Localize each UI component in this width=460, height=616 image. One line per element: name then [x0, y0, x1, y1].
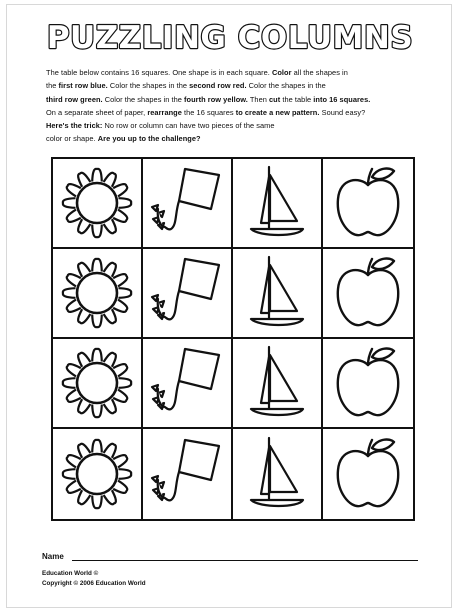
apple-icon — [330, 165, 406, 241]
puzzle-table — [51, 157, 415, 521]
table-cell-r3-c2 — [143, 339, 233, 429]
sun-icon — [59, 255, 135, 331]
apple-icon — [330, 345, 406, 421]
sun-icon — [59, 165, 135, 241]
title-text: PUZZLING COLUMNS — [46, 20, 414, 56]
kite-icon — [149, 345, 225, 421]
table-cell-r3-c4 — [323, 339, 413, 429]
instructions-line-5: Here's the trick: No row or column can have two pieces of the same — [46, 121, 275, 131]
sun-icon — [59, 436, 135, 512]
sailboat-icon — [239, 165, 315, 241]
table-cell-r4-c4 — [323, 429, 413, 519]
sailboat-icon — [239, 436, 315, 512]
instructions-line-3: third row green. Color the shapes in the fourth row yellow. Then cut the table into 16 squares. — [46, 94, 371, 104]
table-cell-r2-c3 — [233, 249, 323, 339]
kite-icon — [149, 255, 225, 331]
footer-credit: Education World © — [42, 570, 99, 577]
table-cell-r4-c2 — [143, 429, 233, 519]
sailboat-icon — [239, 345, 315, 421]
instructions-line-1: The table below contains 16 squares. One shape is in each square. Color all the shapes in — [46, 68, 348, 77]
table-cell-r1-c1 — [53, 159, 143, 249]
name-label: Name — [42, 552, 64, 561]
instructions-line-6: color or shape. Are you up to the challenge? — [46, 134, 201, 144]
table-cell-r3-c3 — [233, 339, 323, 429]
sun-icon — [59, 345, 135, 421]
table-cell-r4-c3 — [233, 429, 323, 519]
sailboat-icon — [239, 255, 315, 331]
footer-copyright: Copyright © 2006 Education World — [42, 580, 146, 587]
instructions — [46, 66, 414, 146]
table-cell-r2-c4 — [323, 249, 413, 339]
kite-icon — [149, 436, 225, 512]
apple-icon — [330, 436, 406, 512]
name-line[interactable] — [72, 551, 418, 561]
instructions-line-4: On a separate sheet of paper, rearrange the 16 squares to create a new pattern. Sound easy? — [46, 107, 366, 117]
table-cell-r3-c1 — [53, 339, 143, 429]
kite-icon — [149, 165, 225, 241]
table-cell-r2-c1 — [53, 249, 143, 339]
table-cell-r1-c3 — [233, 159, 323, 249]
footer — [42, 569, 146, 589]
page-title — [30, 16, 430, 60]
table-cell-r1-c4 — [323, 159, 413, 249]
instructions-line-2: the first row blue. Color the shapes in the second row red. Color the shapes in the — [46, 81, 326, 91]
name-field — [42, 551, 418, 561]
table-cell-r1-c2 — [143, 159, 233, 249]
table-cell-r2-c2 — [143, 249, 233, 339]
table-cell-r4-c1 — [53, 429, 143, 519]
apple-icon — [330, 255, 406, 331]
